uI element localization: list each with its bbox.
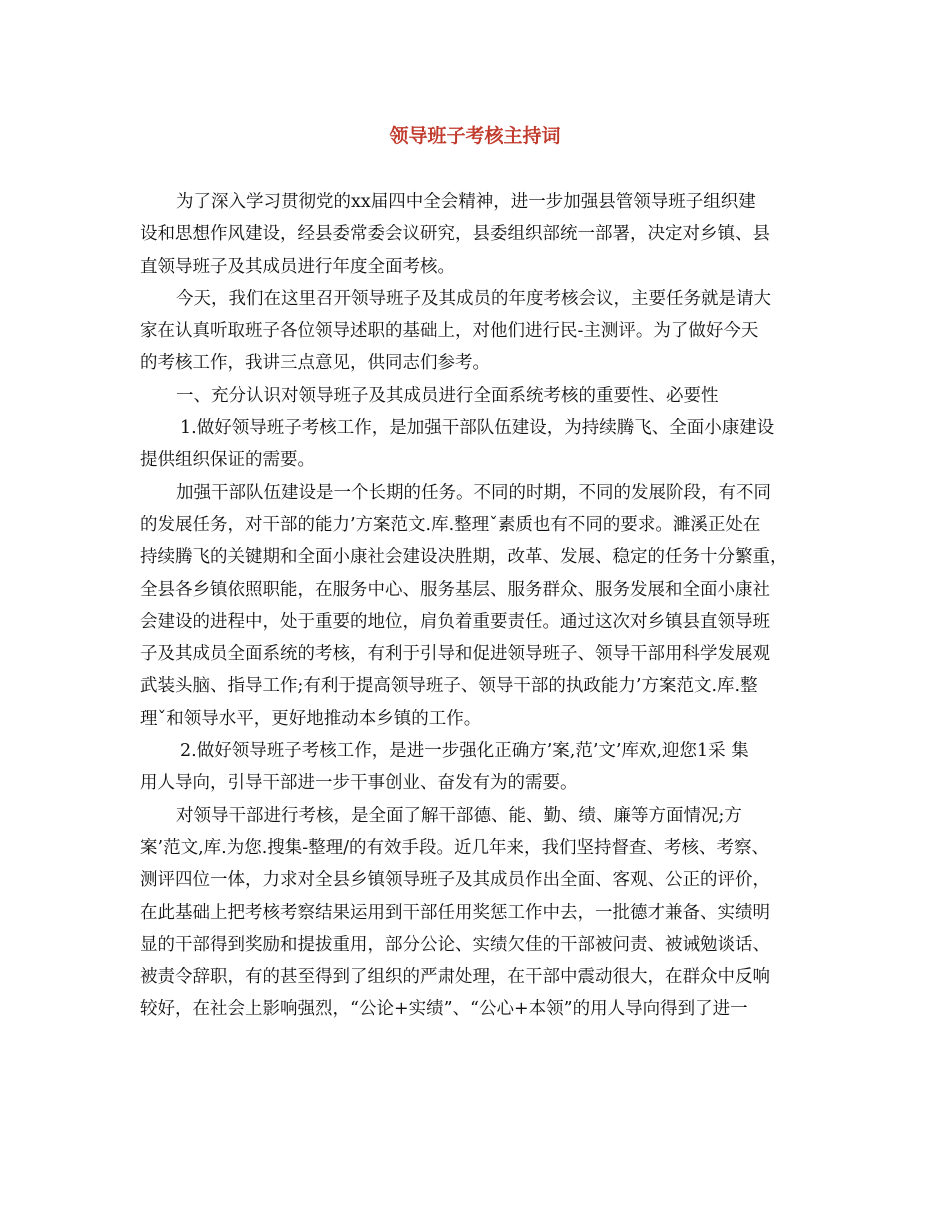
paragraph-meeting-purpose: 今天，我们在这里召开领导班子及其成员的年度考核会议，主要任务就是请大 家在认真听取班子各位领导述职的基础上，对他们进行民-主测评。为了做好今天 的考核工作，我讲三点意见，供同志们参考。: [140, 288, 771, 374]
paragraph-intro: 为了深入学习贯彻党的xx届四中全会精神，进一步加强县管领导班子组织建 设和思想作风建设，经县委常委会议研究，县委组织部统一部署，决定对乡镇、县 直领导班子及其成员进行年度全面考核。: [140, 192, 770, 277]
section-heading-1: 一、充分认识对领导班子及其成员进行全面系统考核的重要性、必要性: [176, 385, 719, 406]
document-body: [140, 186, 822, 1026]
point-1: 1.做好领导班子考核工作，是加强干部队伍建设，为持续腾飞、全面小康建设 提供组织保证的需要。: [140, 418, 775, 471]
point-2: 2.做好领导班子考核工作，是进一步强化正确方’案,范’文’库欢,迎您1采 集 用人导向，引导干部进一步干事创业、奋发有为的需要。: [140, 741, 749, 794]
document-title: 领导班子考核主持词: [389, 125, 561, 147]
paragraph-team-building: 加强干部队伍建设是一个长期的任务。不同的时期，不同的发展阶段，有不同 的发展任务，对干部的能力’方案范文.库.整理ˇ素质也有不同的要求。濉溪正处在 持续腾飞的关键期和全面小康社会建设决胜期，改革、发展、稳定的任务十分繁重， 全县各乡镇依照职能，在服务中心、服务基层、服务群众、服务发展和全面小康社 会建设的进程中，处于重要的地位，肩负着重要责任。通过这次对乡镇县直领导班 子及其成员全面系统的考核，有利于引导和促进领导班子、领导干部用科学发展观 武装头脑、指导工作;有利于提高领导班子、领导干部的执政能力’方案范文.库.整 理ˇ和领导水平，更好地推动本乡镇的工作。: [140, 482, 788, 729]
paragraph-assessment: 对领导干部进行考核，是全面了解干部德、能、勤、绩、廉等方面情况;方 案’范文,库.为您.搜集-整理/的有效手段。近几年来，我们坚持督查、考核、考察、 测评四位一体，力求对全县乡镇领导班子及其成员作出全面、客观、公正的评价， 在此基础上把考核考察结果运用到干部任用奖惩工作中去，一批德才兼备、实绩明 显的干部得到奖励和提拔重用，部分公论、实绩欠佳的干部被问责、被诫勉谈话、 被责令辞职，有的甚至得到了组织的严肃处理，在干部中震动很大，在群众中反响 较好，在社会上影响强烈，“公论+实绩”、“公心+本领”的用人导向得到了进一: [140, 805, 770, 1020]
